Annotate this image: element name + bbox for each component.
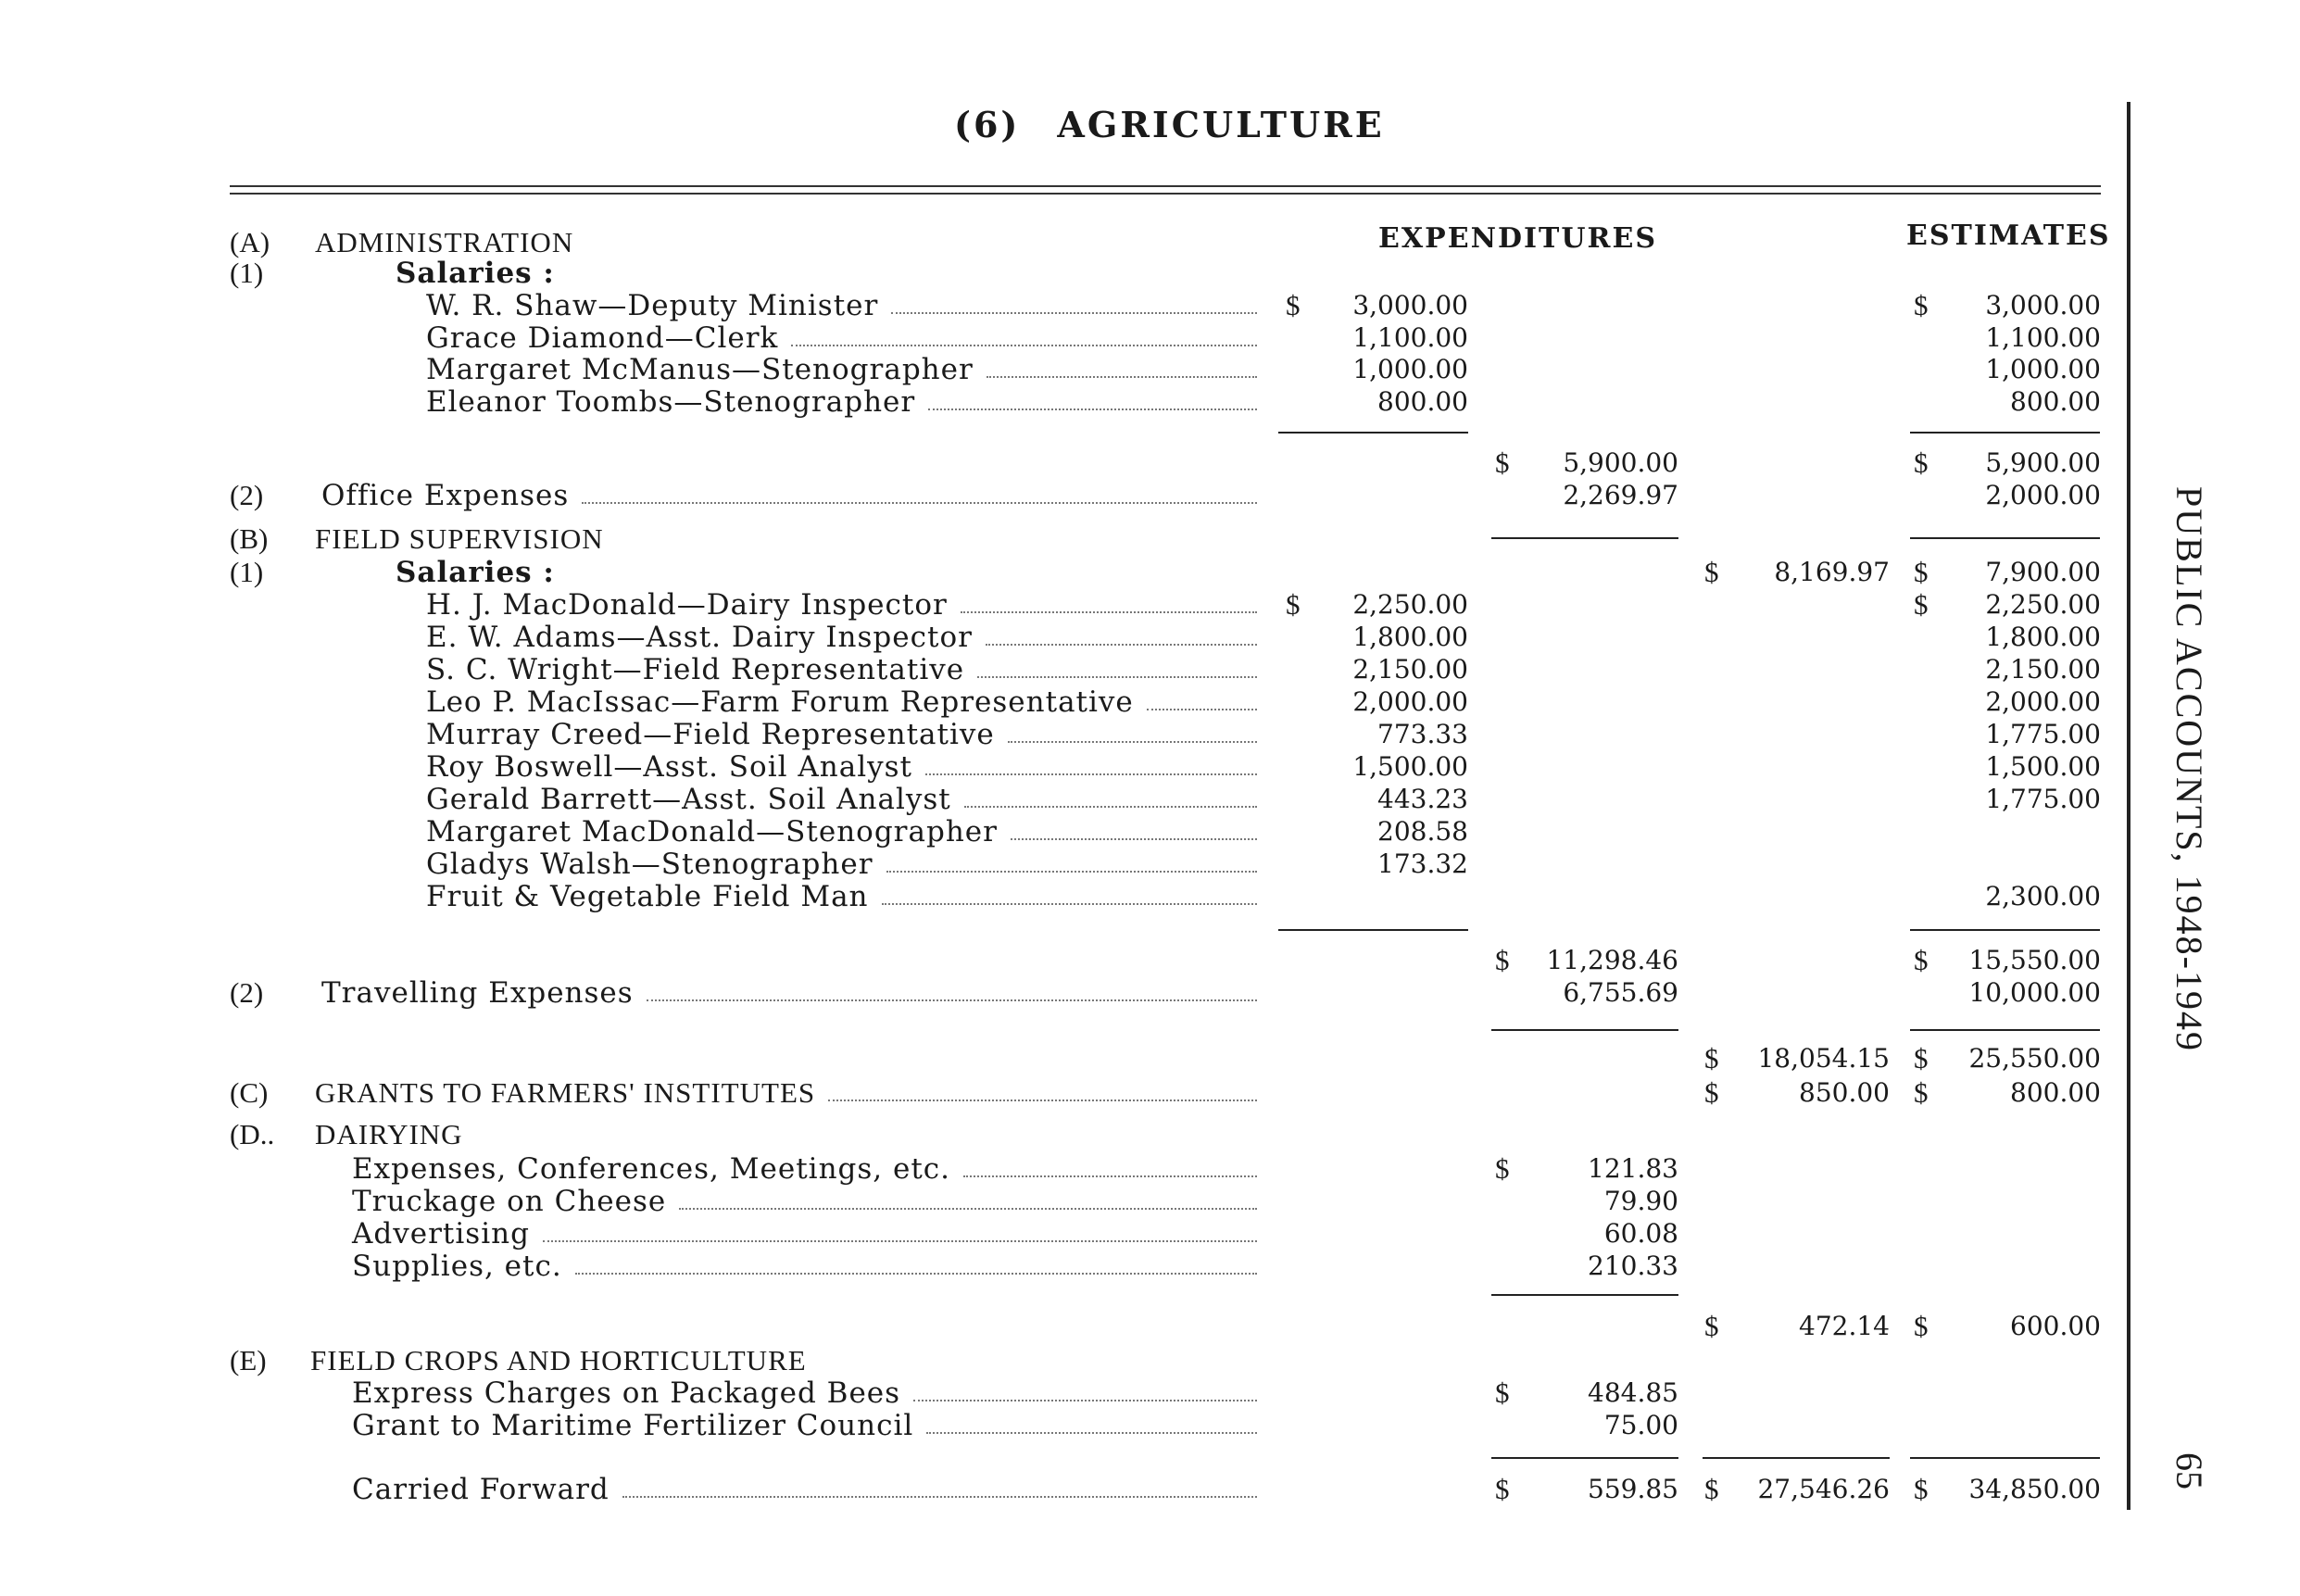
table-row <box>0 622 2130 653</box>
amount-cell: 6,755.69 <box>1563 977 1678 1008</box>
amount-cell: 7,900.00 <box>1985 557 2101 587</box>
table-row <box>0 322 2130 354</box>
amount-cell: 34,850.00 <box>1968 1474 2101 1504</box>
subtotal-rule <box>1491 1294 1678 1296</box>
amount-cell: 25,550.00 <box>1968 1043 2101 1074</box>
dollar-sign: $ <box>1914 1042 1929 1074</box>
amount-cell: 1,000.00 <box>1352 354 1468 384</box>
leader-dots <box>891 312 1257 314</box>
dollar-sign: $ <box>1286 289 1301 321</box>
row-label: Expenses, Conferences, Meetings, etc. <box>352 1152 951 1186</box>
leader-dots <box>986 644 1257 646</box>
amount-cell: 121.83 <box>1588 1153 1678 1184</box>
row-label: Roy Boswell—Asst. Soil Analyst <box>426 750 913 784</box>
leader-dots <box>963 1175 1257 1177</box>
leader-dots <box>622 1496 1257 1498</box>
amount-cell: 484.85 <box>1588 1377 1678 1408</box>
table-row <box>0 1410 2130 1441</box>
leader-dots <box>647 999 1257 1001</box>
table-row <box>0 654 2130 685</box>
leader-dots <box>987 376 1257 378</box>
amount-cell: 10,000.00 <box>1968 977 2101 1008</box>
amount-cell: 18,054.15 <box>1757 1043 1890 1074</box>
row-key: (C) <box>230 1076 269 1109</box>
row-label: Express Charges on Packaged Bees <box>352 1376 901 1410</box>
row-label: Salaries : <box>396 257 555 290</box>
amount-cell: 1,000.00 <box>1985 354 2101 384</box>
row-label: Salaries : <box>396 556 555 589</box>
dollar-sign: $ <box>1704 1076 1719 1109</box>
row-label: Office Expenses <box>321 479 570 512</box>
row-label: DAIRYING <box>315 1118 463 1150</box>
table-row <box>0 1186 2130 1217</box>
row-label: Gerald Barrett—Asst. Soil Analyst <box>426 783 951 816</box>
amount-cell: 60.08 <box>1603 1218 1678 1249</box>
dollar-sign: $ <box>1914 1076 1929 1109</box>
amount-cell: 773.33 <box>1377 719 1468 749</box>
amount-cell: 800.00 <box>2010 1077 2101 1108</box>
amount-cell: 1,775.00 <box>1985 784 2101 814</box>
leader-dots <box>679 1208 1257 1210</box>
dollar-sign: $ <box>1704 1310 1719 1342</box>
table-row <box>0 258 2130 289</box>
row-key: (2) <box>230 479 264 511</box>
leader-dots <box>926 1432 1257 1434</box>
page-title <box>954 104 1385 145</box>
amount-cell: 559.85 <box>1588 1474 1678 1504</box>
dollar-sign: $ <box>1914 289 1929 321</box>
dollar-sign: $ <box>1704 1473 1719 1505</box>
amount-cell: 8,169.97 <box>1774 557 1890 587</box>
row-key: (B) <box>230 522 269 555</box>
section-title: AGRICULTURE <box>1057 104 1385 145</box>
table-row <box>0 1474 2130 1505</box>
table-row <box>0 816 2130 848</box>
table-row <box>0 751 2130 783</box>
leader-dots <box>977 676 1257 678</box>
row-label: W. R. Shaw—Deputy Minister <box>426 289 879 322</box>
table-row <box>0 977 2130 1009</box>
amount-cell: 850.00 <box>1799 1077 1890 1108</box>
table-row <box>0 480 2130 511</box>
row-label: Margaret MacDonald—Stenographer <box>426 815 998 848</box>
amount-cell: 1,100.00 <box>1985 322 2101 353</box>
dollar-sign: $ <box>1704 1042 1719 1074</box>
row-key: (A) <box>230 226 270 258</box>
dollar-sign: $ <box>1914 588 1929 621</box>
row-label: H. J. MacDonald—Dairy Inspector <box>426 588 948 622</box>
dollar-sign: $ <box>1704 556 1719 588</box>
subtotal-rule <box>1278 432 1468 434</box>
row-label: Gladys Walsh—Stenographer <box>426 848 873 881</box>
leader-dots <box>961 611 1257 613</box>
row-label: Grace Diamond—Clerk <box>426 321 779 355</box>
table-row <box>0 1119 2130 1150</box>
row-label: Advertising <box>352 1217 530 1250</box>
amount-cell: 2,269.97 <box>1563 480 1678 510</box>
leader-dots <box>925 773 1257 775</box>
amount-cell: 2,150.00 <box>1352 654 1468 685</box>
subtotal-rule <box>1910 537 2100 539</box>
amount-cell: 1,800.00 <box>1352 622 1468 652</box>
amount-cell: 208.58 <box>1377 816 1468 847</box>
dollar-sign: $ <box>1286 588 1301 621</box>
page-number: 65 <box>2168 1452 2210 1489</box>
amount-cell: 1,800.00 <box>1985 622 2101 652</box>
table-row <box>0 945 2130 976</box>
table-row <box>0 881 2130 912</box>
amount-cell: 2,250.00 <box>1352 589 1468 620</box>
subtotal-rule <box>1278 929 1468 931</box>
amount-cell: 5,900.00 <box>1985 447 2101 478</box>
row-label: Eleanor Toombs—Stenographer <box>426 385 916 419</box>
subtotal-rule <box>1703 1457 1890 1459</box>
amount-cell: 1,100.00 <box>1352 322 1468 353</box>
dollar-sign: $ <box>1914 1310 1929 1342</box>
table-row <box>0 447 2130 479</box>
row-label: Leo P. MacIssac—Farm Forum Representative <box>426 685 1134 719</box>
dollar-sign: $ <box>1495 1376 1510 1409</box>
table-row <box>0 784 2130 815</box>
table-row <box>0 848 2130 880</box>
amount-cell: 2,000.00 <box>1985 480 2101 510</box>
table-row <box>0 686 2130 718</box>
row-label: Fruit & Vegetable Field Man <box>426 880 869 913</box>
row-key: (D.. <box>230 1118 275 1150</box>
amount-cell: 2,250.00 <box>1985 589 2101 620</box>
dollar-sign: $ <box>1495 944 1510 976</box>
subtotal-rule <box>1491 1457 1678 1459</box>
leader-dots <box>543 1240 1257 1242</box>
row-label: Margaret McManus—Stenographer <box>426 353 974 386</box>
row-key: (E) <box>230 1344 267 1376</box>
side-title: PUBLIC ACCOUNTS, 1948-1949 <box>2168 486 2210 1052</box>
leader-dots <box>928 408 1257 410</box>
row-label: GRANTS TO FARMERS' INSTITUTES <box>315 1076 816 1109</box>
leader-dots <box>582 502 1257 504</box>
leader-dots <box>1008 741 1257 743</box>
row-label: S. C. Wright—Field Representative <box>426 653 965 686</box>
subtotal-rule <box>1491 1029 1678 1031</box>
amount-cell: 210.33 <box>1588 1250 1678 1281</box>
row-label: Supplies, etc. <box>352 1250 562 1283</box>
row-key: (1) <box>230 556 264 588</box>
amount-cell: 3,000.00 <box>1352 290 1468 320</box>
row-label: Truckage on Cheese <box>352 1185 667 1218</box>
amount-cell: 75.00 <box>1603 1410 1678 1440</box>
amount-cell: 800.00 <box>1377 386 1468 417</box>
table-row <box>0 1077 2130 1109</box>
dollar-sign: $ <box>1495 1473 1510 1505</box>
leader-dots <box>1011 838 1257 840</box>
expenditures-header: EXPENDITURES <box>1378 222 1657 255</box>
leader-dots <box>791 345 1257 346</box>
amount-cell: 472.14 <box>1799 1311 1890 1341</box>
amount-cell: 2,000.00 <box>1985 686 2101 717</box>
table-row <box>0 1311 2130 1342</box>
leader-dots <box>964 806 1257 808</box>
amount-cell: 2,150.00 <box>1985 654 2101 685</box>
table-row <box>0 1043 2130 1074</box>
table-row <box>0 354 2130 385</box>
subtotal-rule <box>1910 1457 2100 1459</box>
amount-cell: 173.32 <box>1377 848 1468 879</box>
amount-cell: 800.00 <box>2010 386 2101 417</box>
amount-cell: 11,298.46 <box>1546 945 1678 975</box>
amount-cell: 2,000.00 <box>1352 686 1468 717</box>
vertical-rule <box>2127 102 2130 1510</box>
table-row <box>0 1377 2130 1409</box>
top-rule-second <box>230 193 2101 195</box>
table-row <box>0 1345 2130 1376</box>
dollar-sign: $ <box>1495 1152 1510 1185</box>
table-row <box>0 1153 2130 1185</box>
row-key: (2) <box>230 976 264 1009</box>
estimates-header: ESTIMATES <box>1906 220 2111 252</box>
amount-cell: 1,500.00 <box>1352 751 1468 782</box>
section-number: (6) <box>954 104 1021 145</box>
leader-dots <box>1147 709 1257 710</box>
amount-cell: 79.90 <box>1603 1186 1678 1216</box>
row-label: Murray Creed—Field Representative <box>426 718 995 751</box>
row-label: FIELD CROPS AND HORTICULTURE <box>310 1344 807 1376</box>
table-row <box>0 719 2130 750</box>
amount-cell: 27,546.26 <box>1757 1474 1890 1504</box>
subtotal-rule <box>1910 432 2100 434</box>
row-label: Grant to Maritime Fertilizer Council <box>352 1409 914 1442</box>
amount-cell: 3,000.00 <box>1985 290 2101 320</box>
subtotal-rule <box>1491 537 1678 539</box>
amount-cell: 443.23 <box>1377 784 1468 814</box>
leader-dots <box>882 903 1257 905</box>
table-row <box>0 557 2130 588</box>
dollar-sign: $ <box>1914 556 1929 588</box>
dollar-sign: $ <box>1914 944 1929 976</box>
leader-dots <box>913 1400 1257 1401</box>
leader-dots <box>828 1100 1257 1101</box>
row-label: ADMINISTRATION <box>315 226 574 258</box>
row-label: Travelling Expenses <box>321 976 634 1010</box>
amount-cell: 1,500.00 <box>1985 751 2101 782</box>
table-row <box>0 227 2130 258</box>
row-label: FIELD SUPERVISION <box>315 522 604 555</box>
amount-cell: 2,300.00 <box>1985 881 2101 911</box>
amount-cell: 15,550.00 <box>1968 945 2101 975</box>
amount-cell: 600.00 <box>2010 1311 2101 1341</box>
amount-cell: 5,900.00 <box>1563 447 1678 478</box>
table-row <box>0 386 2130 418</box>
dollar-sign: $ <box>1914 446 1929 479</box>
table-row <box>0 589 2130 621</box>
leader-dots <box>886 871 1257 873</box>
dollar-sign: $ <box>1495 446 1510 479</box>
row-label: Carried Forward <box>352 1473 610 1506</box>
row-key: (1) <box>230 257 264 289</box>
subtotal-rule <box>1910 929 2100 931</box>
table-row <box>0 523 2130 555</box>
top-rule <box>230 185 2101 187</box>
dollar-sign: $ <box>1914 1473 1929 1505</box>
row-label: E. W. Adams—Asst. Dairy Inspector <box>426 621 973 654</box>
leader-dots <box>575 1273 1257 1275</box>
table-row <box>0 1250 2130 1282</box>
table-row <box>0 1218 2130 1250</box>
amount-cell: 1,775.00 <box>1985 719 2101 749</box>
subtotal-rule <box>1910 1029 2100 1031</box>
table-row <box>0 290 2130 321</box>
